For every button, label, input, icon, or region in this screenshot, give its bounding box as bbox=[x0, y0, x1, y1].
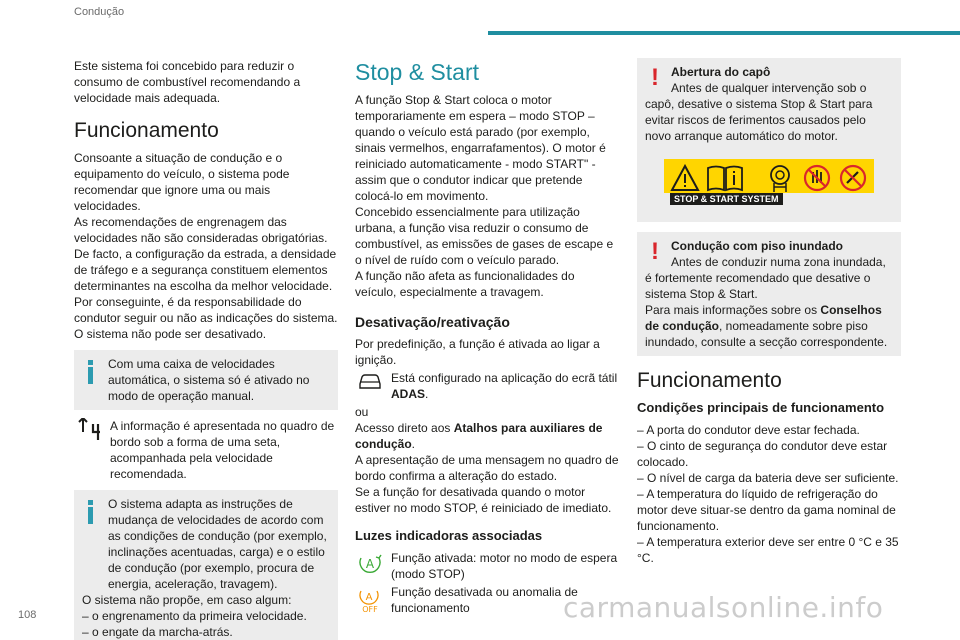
warning-note bbox=[637, 232, 901, 356]
column-middle bbox=[355, 58, 619, 618]
body-paragraph: As recomendações de engrenagem das velocidades não são consideradas obrigatórias. De facto, a configuração da estrada, a densidade de tráfego e a segurança constituem elementos determinantes na escolha da melhor velocidade. Por conseguinte, é da responsabilidade do condutor seguir ou não as indicações do sistema. bbox=[74, 215, 338, 325]
header-accent-bar bbox=[488, 31, 960, 35]
warning-title: Abertura do capô bbox=[671, 65, 771, 79]
warning-note bbox=[637, 58, 901, 222]
list-item: – O nível de carga da bateria deve ser suficiente. bbox=[637, 471, 899, 485]
warning-text: Antes de qualquer intervenção sob o capô, desative o sistema Stop & Start para evitar riscos de ferimentos causados pelo novo arranque automático do motor. bbox=[645, 81, 873, 143]
column-left bbox=[74, 58, 338, 640]
info-note-text: O sistema adapta as instruções de mudança de velocidades de acordo com as condições de condução (por exemplo, inclinações acentuadas, carga) e o estilo de condução (por exemplo, procura de energia, aceleração, travagem). bbox=[108, 497, 327, 591]
heading-desativacao: Desativação/reativação bbox=[355, 314, 510, 330]
warning-light-text: Função ativada: motor no modo de espera (modo STOP) bbox=[391, 551, 618, 581]
body-paragraph: A função Stop & Start coloca o motor temporariamente em espera – modo STOP – quando o veículo está parado (por exemplo, sinais vermelhos, engarrafamentos). O motor é reiniciado automaticamente - modo START" - assim que o condutor indicar que pretende colocá-lo em movimento. bbox=[355, 93, 606, 203]
watermark: carmanualsonline.info bbox=[563, 591, 884, 624]
list-item: – o engrenamento da primeira velocidade. bbox=[82, 609, 307, 623]
info-icon bbox=[88, 500, 93, 524]
svg-text:A: A bbox=[365, 592, 373, 603]
heading-stop-start: Stop & Start bbox=[355, 59, 480, 85]
heading-condicoes: Condições principais de funcionamento bbox=[637, 400, 885, 415]
list-item: – o engate da marcha-atrás. bbox=[82, 625, 233, 639]
manual-book-icon bbox=[706, 164, 744, 192]
warning-light-row bbox=[355, 550, 619, 582]
list-item: – O cinto de segurança do condutor deve estar colocado. bbox=[637, 439, 888, 469]
warning-triangle-icon bbox=[670, 164, 700, 192]
heading-funcionamento: Funcionamento bbox=[74, 119, 219, 142]
heading-luzes: Luzes indicadoras associadas bbox=[355, 528, 543, 543]
warning-title: Condução com piso inundado bbox=[671, 239, 843, 253]
auto-stop-off-orange-icon bbox=[355, 584, 385, 612]
list-item: – A porta do condutor deve estar fechada. bbox=[637, 423, 860, 437]
column-right bbox=[637, 58, 901, 566]
info-note bbox=[74, 490, 338, 640]
info-note-text: Com uma caixa de velocidades automática, o sistema só é ativado no modo de operação manual. bbox=[108, 357, 310, 403]
engine-fan-icon bbox=[764, 163, 796, 193]
svg-text:A: A bbox=[365, 557, 375, 571]
info-note-text: O sistema não propõe, em caso algum: bbox=[82, 593, 292, 607]
no-hand-icon bbox=[802, 163, 832, 193]
car-adas-icon bbox=[355, 370, 385, 398]
touchscreen-row bbox=[355, 370, 619, 402]
info-icon bbox=[88, 360, 93, 384]
page-number: 108 bbox=[18, 609, 37, 621]
body-paragraph: A apresentação de uma mensagem no quadro de bordo confirma a alteração do estado. bbox=[355, 453, 619, 483]
section-title: Condução bbox=[74, 6, 125, 18]
warning-exclamation-icon: ! bbox=[651, 238, 659, 265]
or-text: ou bbox=[355, 405, 369, 419]
body-paragraph: A função não afeta as funcionalidades do veículo, especialmente a travagem. bbox=[355, 269, 575, 299]
shortcut-text: Acesso direto aos Atalhos para auxiliares de condução. bbox=[355, 421, 603, 451]
intro-paragraph: Este sistema foi concebido para reduzir o consumo de combustível recomendando a velocidade mais adequada. bbox=[74, 59, 301, 105]
list-item: – A temperatura do líquido de refrigeração do motor deve situar-se dentro da gama nominal de funcionamento. bbox=[637, 487, 896, 533]
info-note bbox=[74, 350, 338, 410]
touchscreen-text: Está configurado na aplicação do ecrã tátil ADAS. bbox=[391, 371, 618, 401]
shift-indicator-row bbox=[74, 418, 338, 482]
body-paragraph: Se a função for desativada quando o motor estiver no modo STOP, é reiniciado de imediato. bbox=[355, 485, 612, 515]
list-item: – A temperatura exterior deve ser entre 0 °C e 35 °C. bbox=[637, 535, 899, 565]
gear-shift-arrow-icon bbox=[74, 418, 104, 446]
body-paragraph: Concebido essencialmente para utilização urbana, a função visa reduzir o consumo de combustível, as emissões de gases de escape e o nível de ruído com o veículo parado. bbox=[355, 205, 614, 267]
warning-exclamation-icon: ! bbox=[651, 64, 659, 91]
body-paragraph: Por predefinição, a função é ativada ao ligar a ignição. bbox=[355, 337, 600, 367]
warning-text: Antes de conduzir numa zona inundada, é fortemente recomendado que desative o sistema Stop & Start. bbox=[645, 255, 886, 301]
shift-indicator-text: A informação é apresentada no quadro de bordo sob a forma de uma seta, acompanhada pela velocidade recomendada. bbox=[110, 419, 335, 481]
svg-text:OFF: OFF bbox=[362, 605, 378, 614]
warning-more-text: Para mais informações sobre os Conselhos de condução, nomeadamente sobre piso inundado, consulte a secção correspondente. bbox=[645, 303, 888, 349]
auto-stop-green-icon bbox=[355, 550, 385, 578]
stop-start-pictogram bbox=[645, 154, 893, 210]
warning-light-text: Função desativada ou anomalia de funcionamento bbox=[391, 585, 578, 615]
body-paragraph: Consoante a situação de condução e o equipamento do veículo, o sistema pode recomendar que ignore uma ou mais velocidades. bbox=[74, 151, 290, 213]
heading-funcionamento: Funcionamento bbox=[637, 369, 782, 392]
body-paragraph: O sistema não pode ser desativado. bbox=[74, 327, 267, 341]
no-tool-icon bbox=[838, 163, 868, 193]
pictogram-label: STOP & START SYSTEM bbox=[670, 193, 783, 205]
